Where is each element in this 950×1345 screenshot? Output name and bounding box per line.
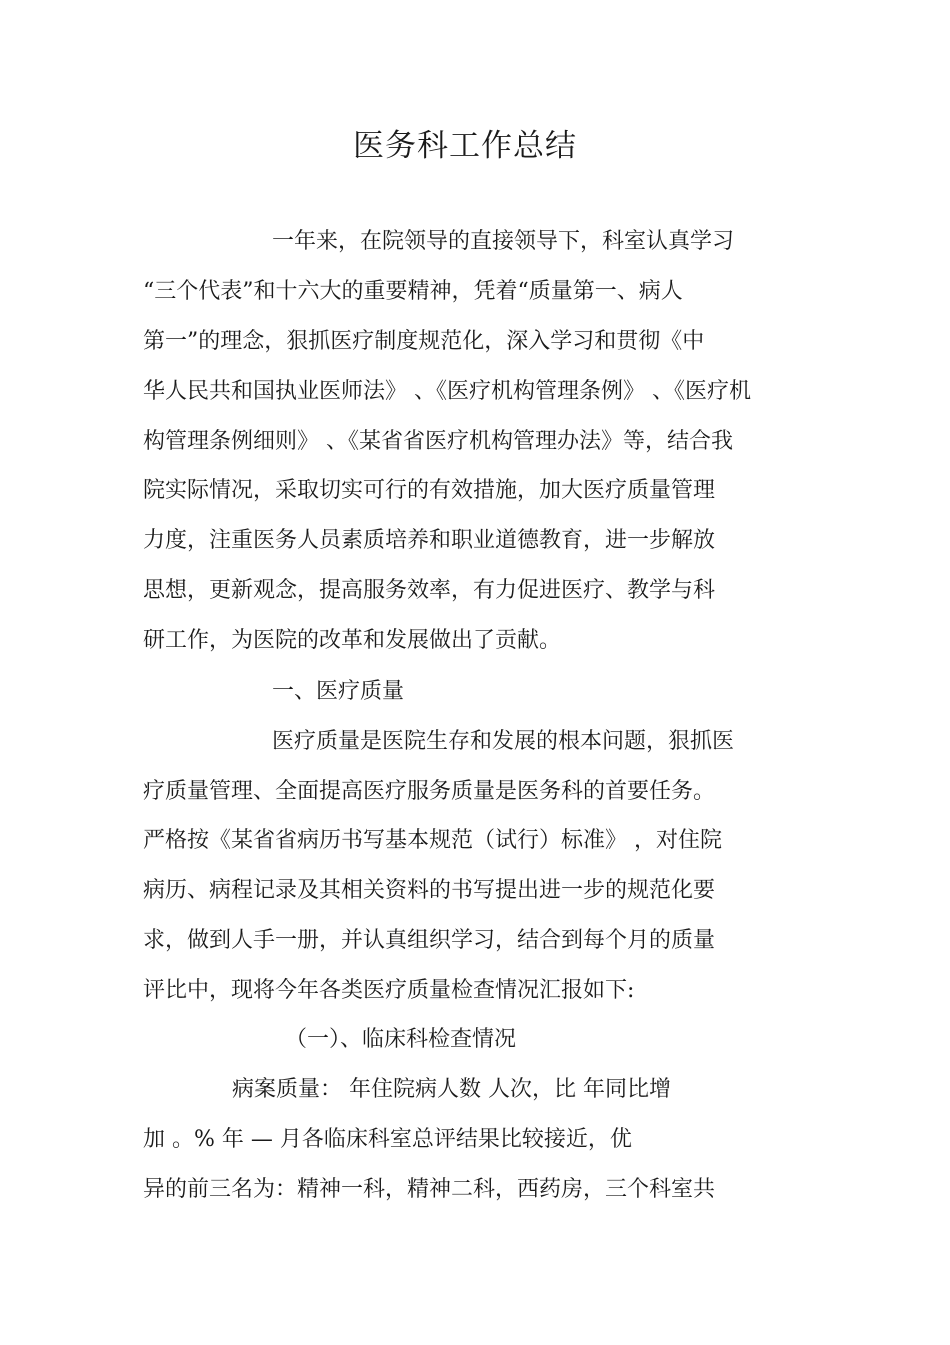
paragraph-line: 病历、病程记录及其相关资料的书写提出进一步的规范化要 xyxy=(143,878,716,903)
paragraph-line: 严格按《某省省病历书写基本规范（试行）标准》 ，对住院 xyxy=(143,828,722,853)
paragraph-line: 研工作，为医院的改革和发展做出了贡献。 xyxy=(143,628,562,653)
paragraph-line: 医疗质量是医院生存和发展的根本问题，狠抓医 xyxy=(272,729,735,754)
paragraph-line: 华人民共和国执业医师法》 、《医疗机构管理条例》 、《医疗机 xyxy=(143,379,751,404)
document-title: 医务科工作总结 xyxy=(353,128,577,164)
paragraph-line: 求，做到人手一册，并认真组织学习，结合到每个月的质量 xyxy=(143,928,716,953)
paragraph-line: 一年来，在院领导的直接领导下，科室认真学习 xyxy=(272,229,735,254)
subsection-heading: （一）、临床科检查情况 xyxy=(285,1027,517,1052)
paragraph-line: 病案质量： 年住院病人数 人次，比 年同比增 xyxy=(232,1077,671,1102)
paragraph-line: “三个代表”和十六大的重要精神，凭着“质量第一、病人 xyxy=(143,279,683,304)
paragraph-line: 构管理条例细则》 、《某省省医疗机构管理办法》等，结合我 xyxy=(143,429,733,454)
paragraph-line: 加 。% 年 — 月各临床科室总评结果比较接近，优 xyxy=(143,1127,632,1152)
paragraph-line: 异的前三名为：精神一科，精神二科，西药房，三个科室共 xyxy=(143,1177,716,1202)
paragraph-line: 力度，注重医务人员素质培养和职业道德教育，进一步解放 xyxy=(143,528,716,553)
section-heading: 一、医疗质量 xyxy=(272,679,405,704)
paragraph-line: 评比中，现将今年各类医疗质量检查情况汇报如下: xyxy=(143,978,635,1003)
paragraph-line: 疗质量管理、全面提高医疗服务质量是医务科的首要任务。 xyxy=(143,779,716,804)
paragraph-line: 思想，更新观念，提高服务效率，有力促进医疗、教学与科 xyxy=(143,578,716,603)
paragraph-line: 院实际情况，采取切实可行的有效措施，加大医疗质量管理 xyxy=(143,478,716,503)
paragraph-line: 第一”的理念，狠抓医疗制度规范化，深入学习和贯彻《中 xyxy=(143,329,705,354)
